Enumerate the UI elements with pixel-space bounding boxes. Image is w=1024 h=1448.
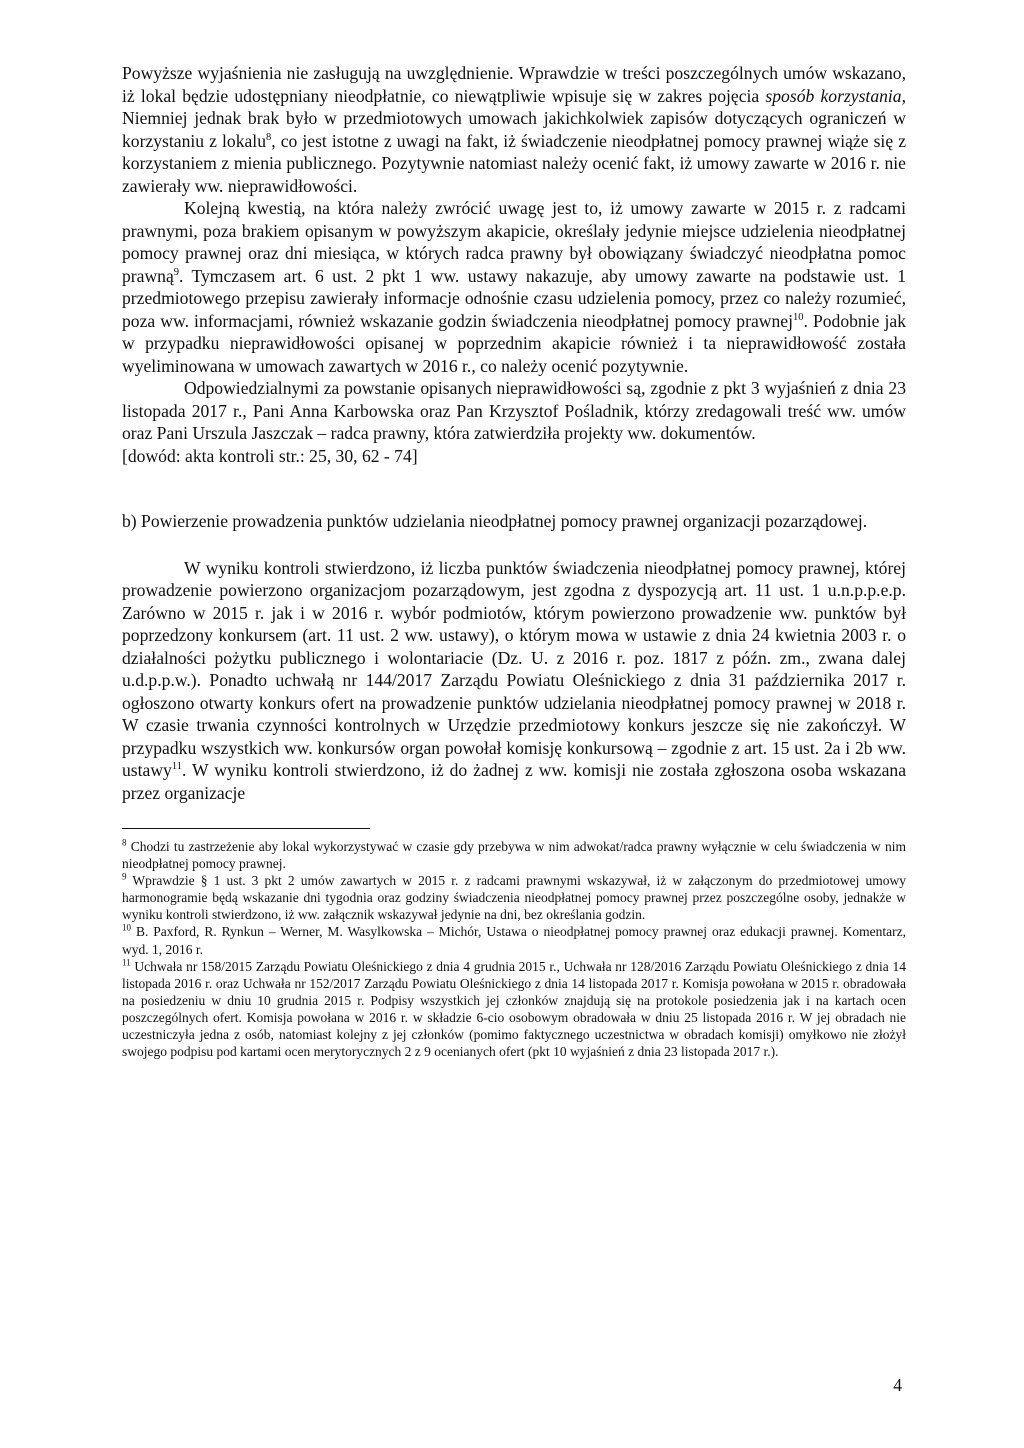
footnote-number: 8	[122, 837, 127, 848]
paragraph-1-text-b: , Niemniej jednak brak było w przedmiotowych umowach jakichkolwiek zapisów dotyczących ograniczeń w korzystaniu z lokalu	[122, 85, 907, 151]
paragraph-2-text-a: Kolejną kwestią, na która należy zwrócić uwagę jest to, iż umowy zawarte w 2015 r. z radcami prawnymi, poza brakiem opisanym w powyższym akapicie, określały jedynie miejsce udzielenia nieodpłatnej pomocy prawnej oraz dni miesiąca, w których radca prawny był obowiązany świadczyć nieodpłatna pomoc prawną	[122, 198, 906, 286]
footnote-9	[122, 872, 906, 923]
footnote-ref-10[interactable]: 10	[792, 311, 804, 323]
paragraph-5-text-a: W wyniku kontroli stwierdzono, iż liczba punktów świadczenia nieodpłatnej pomocy prawnej, której prowadzenie powierzono organizacjom pozarządowym, jest zgodna z dyspozycją art. 11 ust. 1 u.n.p.p.e.p. Zarówno w 2015 r. jak i w 2016 r. wybór podmiotów, którym powierzono prowadzenie ww. punktów był poprzedzony konkursem (art. 11 ust. 2 ww. ustawy), o którym mowa w ustawie z dnia 24 kwietnia 2003 r. o działalności pożytku publicznego i wolontariacie (Dz. U. z 2016 r. poz. 1817 z późn. zm., zwana dalej u.d.p.p.w.). Ponadto uchwałą nr 144/2017 Zarządu Powiatu Oleśnickiego z dnia 31 października 2017 r. ogłoszono otwarty konkurs ofert na prowadzenie punktów udzielania nieodpłatnej pomocy prawnej w 2018 r. W czasie trwania czynności kontrolnych w Urzędzie przedmiotowy konkurs jeszcze się nie zakończył. W przypadku wszystkich ww. konkursów organ powołał komisję konkursową – zgodnie z art. 15 ust. 2a i 2b ww. ustawy	[122, 557, 906, 780]
section-heading-b: b) Powierzenie prowadzenia punktów udzielania nieodpłatnej pomocy prawnej organizacji pozarządowej.	[122, 511, 868, 531]
paragraph-2	[122, 197, 906, 377]
footnote-10	[122, 923, 906, 957]
footnote-number: 10	[122, 922, 131, 933]
paragraph-5	[122, 557, 906, 805]
footnote-text: Chodzi tu zastrzeżenie aby lokal wykorzystywać w czasie gdy przebywa w nim adwokat/radca prawny wyłącznie w celu świadczenia w nim nieodpłatnej pomocy prawnej.	[122, 839, 906, 872]
paragraph-1	[122, 62, 906, 197]
paragraph-1-emphasis: sposób korzystania	[765, 85, 902, 106]
page-number: 4	[893, 1375, 902, 1395]
paragraph-5-text-b: . W wyniku kontroli stwierdzono, iż do żadnej z ww. komisji nie została zgłoszona osoba wskazana przez organizacje	[122, 760, 906, 803]
footnote-number: 9	[122, 871, 127, 882]
footnote-number: 11	[122, 957, 131, 968]
footnotes	[122, 838, 906, 1060]
footnote-ref-9[interactable]: 9	[173, 266, 180, 278]
footnote-text: Uchwała nr 158/2015 Zarządu Powiatu Oleśnickiego z dnia 4 grudnia 2015 r., Uchwała nr 128/2016 Zarządu Powiatu Oleśnickiego z dnia 14 listopada 2016 r. oraz Uchwała nr 152/2017 Zarządu Powiatu Oleśnickiego z dnia 14 listopada 2017 r. Komisja powołana w 2015 r. obradowała na posiedzeniu w dniu 10 grudnia 2015 r. Podpisy wszystkich jej członków znajdują się na protokole posiedzenia jak i na kartach ocen poszczególnych ofert. Komisja powołana w 2016 r. w składzie 6-cio osobowym obradowała w dniu 25 listopada 2016 r. W jej obradach nie uczestniczyła jedna z osób, natomiast kolejny z jej członków (pomimo faktycznego uczestnictwa w obradach komisji) omyłkowo nie złożył swojego podpisu pod kartami ocen merytorycznych 2 z 9 ocenianych ofert (pkt 10 wyjaśnień z dnia 23 listopada 2017 r.).	[122, 958, 906, 1060]
footnote-ref-11[interactable]: 11	[171, 761, 182, 773]
footnote-text: Wprawdzie § 1 ust. 3 pkt 2 umów zawartych w 2015 r. z radcami prawnymi wskazywał, iż w załączonym do przedmiotowej umowy harmonogramie będą wskazanie dni tygodnia oraz godziny świadczenia nieodpłatnej pomocy prawnej przez poszczególne osoby, jednakże w wyniku kontroli stwierdzono, iż ww. załącznik wskazywał jedynie na dni, bez określania godzin.	[122, 873, 906, 923]
footnote-ref-8[interactable]: 8	[266, 131, 272, 143]
evidence-reference: [dowód: akta kontroli str.: 25, 30, 62 - 74]	[122, 445, 418, 466]
paragraph-1-text-c: , co jest istotne z uwagi na fakt, iż świadczenie nieodpłatnej pomocy prawnej wiąże się z korzystaniem z mienia publicznego. Pozytywnie natomiast należy ocenić fakt, iż umowy zawarte w 2016 r. nie zawierały ww. nieprawidłowości.	[122, 130, 906, 196]
footnote-text: B. Paxford, R. Rynkun – Werner, M. Wasylkowska – Michór, Ustawa o nieodpłatnej pomocy prawnej oraz edukacji prawnej. Komentarz, wyd. 1, 2016 r.	[122, 924, 906, 957]
paragraph-3: Odpowiedzialnymi za powstanie opisanych nieprawidłowości są, zgodnie z pkt 3 wyjaśnień z dnia 23 listopada 2017 r., Pani Anna Karbowska oraz Pan Krzysztof Pośladnik, którzy zredagowali treść ww. umów oraz Pani Urszula Jaszczak – radca prawny, która zatwierdziła projekty ww. dokumentów.	[122, 378, 906, 443]
document-page	[122, 62, 906, 1060]
footnote-11	[122, 958, 906, 1061]
paragraph-1-text-a: Powyższe wyjaśnienia nie zasługują na uwzględnienie. Wprawdzie w treści poszczególnych umów wskazano, iż lokal będzie udostępniany nieodpłatnie, co niewątpliwie wpisuje się w zakres pojęcia	[122, 63, 906, 106]
paragraph-2-text-b: . Tymczasem art. 6 ust. 2 pkt 1 ww. ustawy nakazuje, aby umowy zawarte na podstawie ust. 1 przedmiotowego przepisu zawierały informacje odnośnie czasu udzielenia pomocy, przez co należy rozumieć, poza ww. informacjami, również wskazanie godzin świadczenia nieodpłatnej pomocy prawnej	[122, 265, 906, 331]
spacer	[122, 467, 906, 510]
spacer	[122, 533, 906, 557]
footnote-separator	[122, 828, 370, 829]
footnote-8	[122, 838, 906, 872]
paragraph-2-text-c: . Podobnie jak w przypadku nieprawidłowości opisanej w poprzednim akapicie również i ta nieprawidłowość została wyeliminowana w umowach zawartych w 2016 r., co należy ocenić pozytywnie.	[122, 310, 907, 376]
